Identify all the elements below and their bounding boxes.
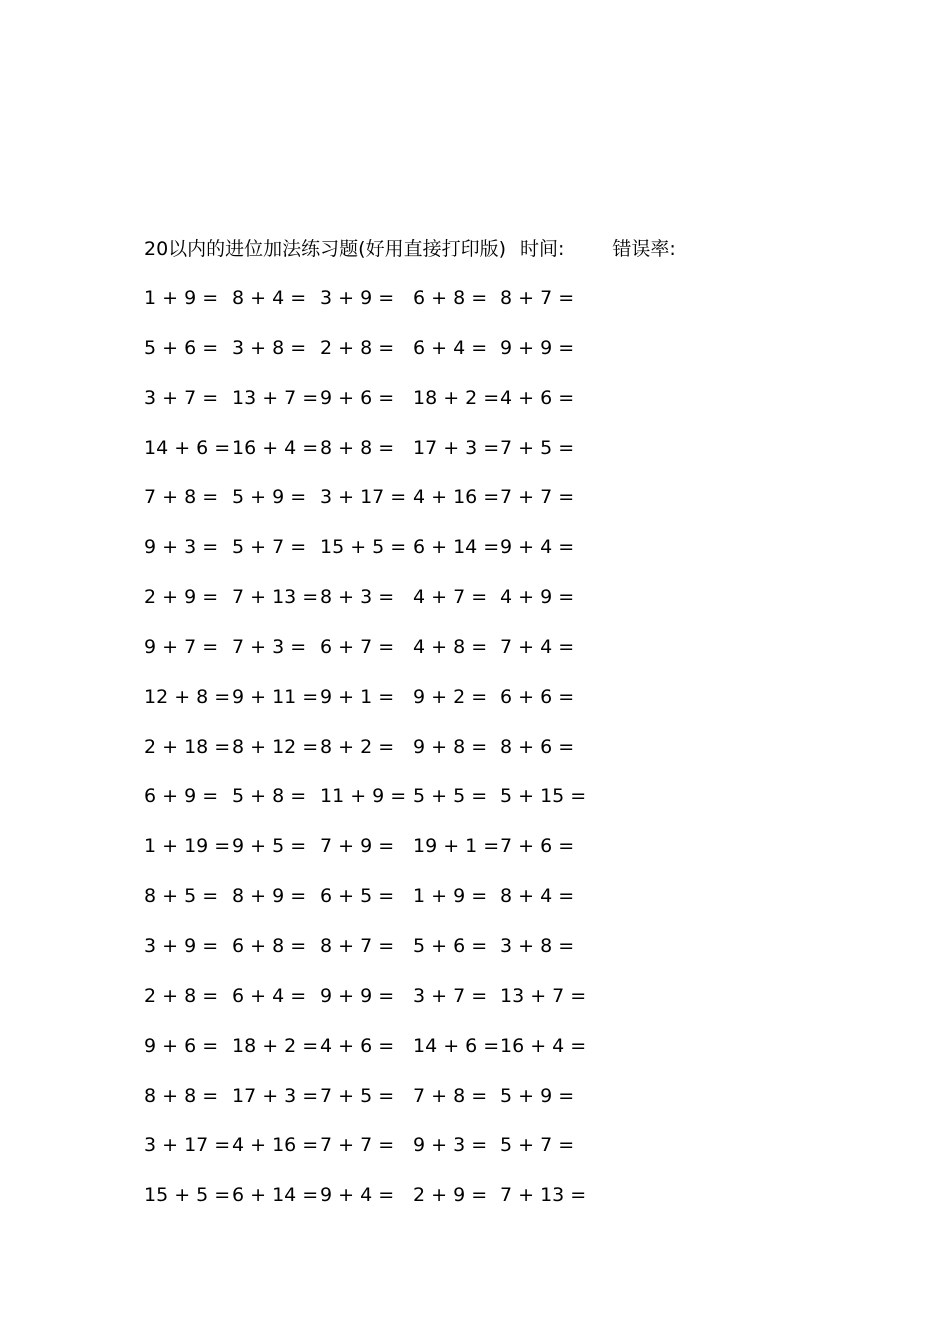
- problem-item: 7 + 8 =: [413, 1084, 488, 1107]
- problem-item: 3 + 7 =: [413, 984, 488, 1007]
- problem-item: 7 + 4 =: [500, 635, 575, 658]
- problem-item: 3 + 17 =: [320, 486, 407, 509]
- problem-item: 2 + 9 =: [144, 586, 219, 609]
- problem-item: 6 + 4 =: [232, 984, 307, 1007]
- problem-item: 9 + 8 =: [413, 735, 488, 758]
- worksheet-title: 20以内的进位加法练习题(好用直接打印版): [144, 238, 507, 260]
- problem-item: 8 + 8 =: [144, 1084, 219, 1107]
- worksheet-header: [144, 236, 676, 262]
- problem-item: 9 + 3 =: [413, 1134, 488, 1157]
- problem-item: 17 + 3 =: [232, 1084, 319, 1107]
- problem-item: 3 + 8 =: [232, 336, 307, 359]
- problem-item: 5 + 5 =: [413, 785, 488, 808]
- problem-item: 8 + 2 =: [320, 735, 395, 758]
- problem-item: 5 + 15 =: [500, 785, 587, 808]
- problem-item: 9 + 1 =: [320, 685, 395, 708]
- problem-item: 8 + 6 =: [500, 735, 575, 758]
- problem-item: 8 + 7 =: [320, 934, 395, 957]
- problem-item: 8 + 4 =: [500, 885, 575, 908]
- problem-item: 3 + 8 =: [500, 934, 575, 957]
- time-label: 时间:: [520, 238, 565, 260]
- problem-item: 15 + 5 =: [144, 1184, 231, 1207]
- problem-item: 7 + 7 =: [320, 1134, 395, 1157]
- problem-item: 18 + 2 =: [232, 1034, 319, 1057]
- error-rate-label: 错误率:: [612, 238, 676, 260]
- problem-item: 4 + 16 =: [413, 486, 500, 509]
- problem-item: 9 + 9 =: [320, 984, 395, 1007]
- problem-item: 8 + 12 =: [232, 735, 319, 758]
- problem-item: 7 + 13 =: [500, 1184, 587, 1207]
- problem-item: 8 + 3 =: [320, 586, 395, 609]
- problem-item: 9 + 6 =: [144, 1034, 219, 1057]
- problem-item: 9 + 7 =: [144, 635, 219, 658]
- problem-item: 7 + 7 =: [500, 486, 575, 509]
- problem-item: 9 + 11 =: [232, 685, 319, 708]
- problem-item: 9 + 2 =: [413, 685, 488, 708]
- problem-item: 3 + 17 =: [144, 1134, 231, 1157]
- problem-item: 4 + 9 =: [500, 586, 575, 609]
- problem-item: 6 + 7 =: [320, 635, 395, 658]
- problem-item: 6 + 6 =: [500, 685, 575, 708]
- problem-item: 6 + 5 =: [320, 885, 395, 908]
- problem-item: 6 + 9 =: [144, 785, 219, 808]
- problem-item: 9 + 6 =: [320, 386, 395, 409]
- problem-item: 2 + 8 =: [144, 984, 219, 1007]
- problem-item: 15 + 5 =: [320, 536, 407, 559]
- problem-item: 9 + 5 =: [232, 835, 307, 858]
- problem-item: 5 + 7 =: [500, 1134, 575, 1157]
- problem-item: 13 + 7 =: [500, 984, 587, 1007]
- problem-item: 5 + 9 =: [500, 1084, 575, 1107]
- problem-item: 7 + 5 =: [500, 436, 575, 459]
- problem-item: 5 + 7 =: [232, 536, 307, 559]
- problem-item: 4 + 7 =: [413, 586, 488, 609]
- problem-item: 11 + 9 =: [320, 785, 407, 808]
- problem-item: 7 + 13 =: [232, 586, 319, 609]
- problem-item: 7 + 8 =: [144, 486, 219, 509]
- problem-item: 4 + 6 =: [500, 386, 575, 409]
- problem-item: 4 + 16 =: [232, 1134, 319, 1157]
- problem-item: 1 + 9 =: [144, 287, 219, 309]
- problem-item: 1 + 9 =: [413, 885, 488, 908]
- problem-item: 2 + 8 =: [320, 336, 395, 359]
- problem-item: 5 + 6 =: [413, 934, 488, 957]
- problem-item: 8 + 7 =: [500, 287, 575, 309]
- problem-item: 2 + 9 =: [413, 1184, 488, 1207]
- problem-item: 8 + 4 =: [232, 287, 307, 309]
- problem-item: 9 + 4 =: [500, 536, 575, 559]
- problem-item: 6 + 14 =: [413, 536, 500, 559]
- problem-item: 8 + 8 =: [320, 436, 395, 459]
- problem-item: 5 + 8 =: [232, 785, 307, 808]
- problem-item: 1 + 19 =: [144, 835, 231, 858]
- problem-item: 5 + 9 =: [232, 486, 307, 509]
- problem-item: 6 + 4 =: [413, 336, 488, 359]
- problem-item: 6 + 8 =: [413, 287, 488, 309]
- problem-item: 7 + 6 =: [500, 835, 575, 858]
- problem-item: 5 + 6 =: [144, 336, 219, 359]
- problem-item: 6 + 14 =: [232, 1184, 319, 1207]
- problem-item: 3 + 9 =: [144, 934, 219, 957]
- problem-item: 14 + 6 =: [144, 436, 231, 459]
- problem-item: 3 + 7 =: [144, 386, 219, 409]
- problem-item: 19 + 1 =: [413, 835, 500, 858]
- problem-item: 2 + 18 =: [144, 735, 231, 758]
- problem-item: 7 + 3 =: [232, 635, 307, 658]
- problem-item: 9 + 3 =: [144, 536, 219, 559]
- problem-item: 7 + 9 =: [320, 835, 395, 858]
- problem-item: 7 + 5 =: [320, 1084, 395, 1107]
- problem-item: 13 + 7 =: [232, 386, 319, 409]
- problem-item: 8 + 9 =: [232, 885, 307, 908]
- problem-item: 8 + 5 =: [144, 885, 219, 908]
- problem-item: 16 + 4 =: [232, 436, 319, 459]
- problem-item: 4 + 6 =: [320, 1034, 395, 1057]
- problem-item: 9 + 4 =: [320, 1184, 395, 1207]
- problem-item: 17 + 3 =: [413, 436, 500, 459]
- problem-item: 14 + 6 =: [413, 1034, 500, 1057]
- problem-item: 16 + 4 =: [500, 1034, 587, 1057]
- problem-item: 9 + 9 =: [500, 336, 575, 359]
- problem-item: 3 + 9 =: [320, 287, 395, 309]
- problem-item: 6 + 8 =: [232, 934, 307, 957]
- problem-item: 4 + 8 =: [413, 635, 488, 658]
- problem-item: 12 + 8 =: [144, 685, 231, 708]
- problem-item: 18 + 2 =: [413, 386, 500, 409]
